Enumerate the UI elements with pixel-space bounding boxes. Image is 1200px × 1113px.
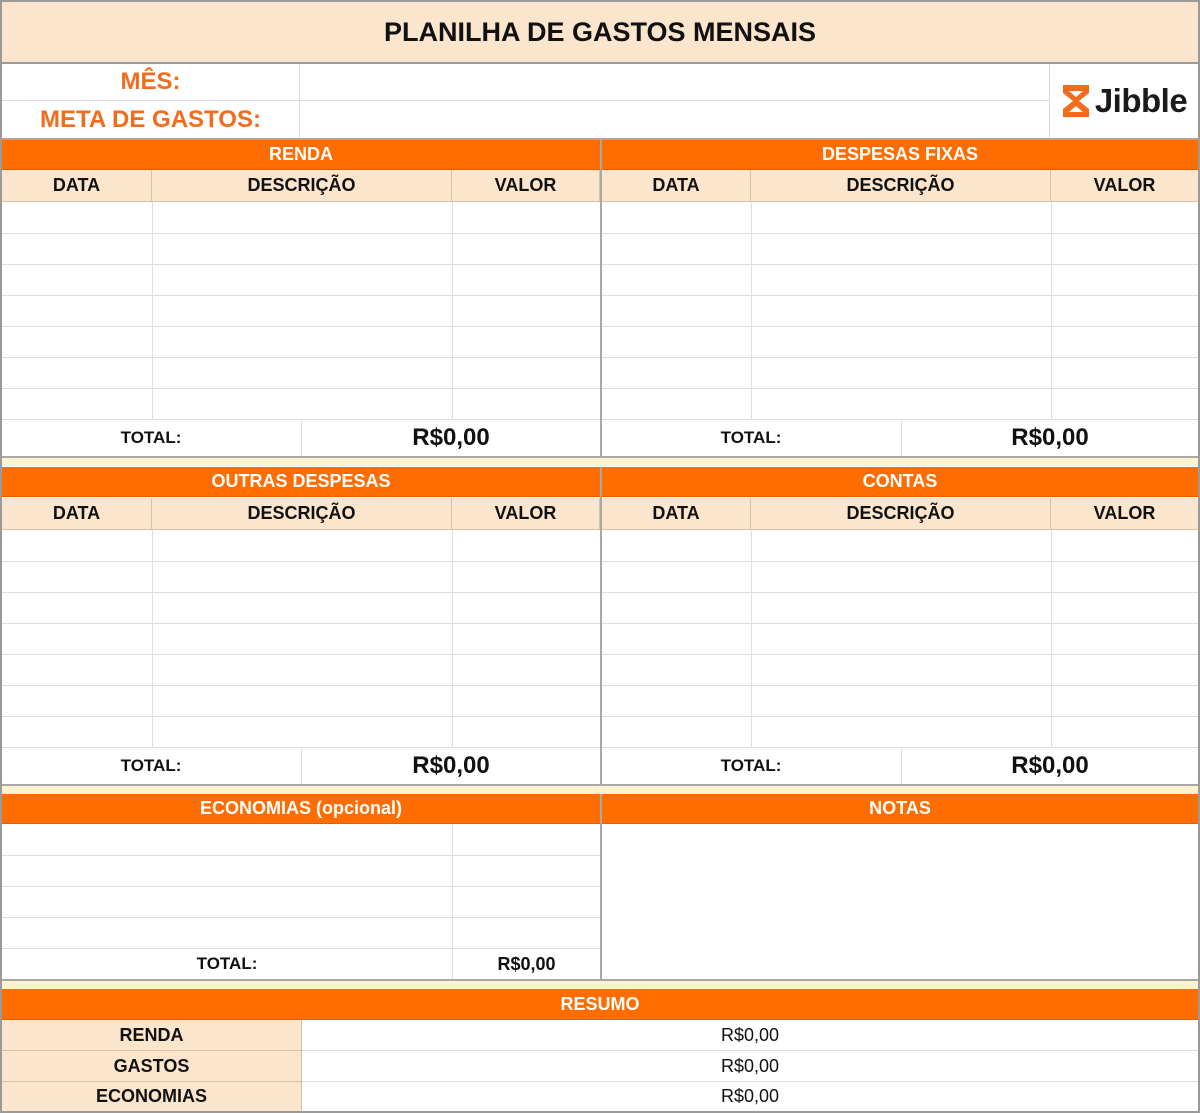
resumo-label-renda: RENDA [2,1020,302,1051]
col-header-valor: VALOR [1051,170,1198,202]
section-header-despesas-fixas: DESPESAS FIXAS [602,140,1198,170]
total-value-despesas-fixas: R$0,00 [1011,424,1089,451]
total-value-outras-despesas: R$0,00 [412,752,490,779]
goal-input[interactable] [300,101,1050,138]
total-value-contas: R$0,00 [1011,752,1089,779]
col-header-data: DATA [2,498,152,530]
col-header-data: DATA [602,498,751,530]
col-header-descricao: DESCRIÇÃO [152,170,452,202]
resumo-label-economias: ECONOMIAS [2,1082,302,1111]
resumo-value-gastos: R$0,00 [302,1051,1198,1082]
month-label: MÊS: [2,64,300,101]
total-label-economias: TOTAL: [196,954,258,973]
col-header-valor: VALOR [452,170,600,202]
resumo-value-renda: R$0,00 [302,1020,1198,1051]
resumo-value-economias: R$0,00 [720,1086,780,1106]
notes-area[interactable] [602,824,1198,979]
col-header-descricao: DESCRIÇÃO [751,170,1051,202]
page-title: PLANILHA DE GASTOS MENSAIS [2,2,1198,64]
col-header-data: DATA [602,170,751,202]
total-label-despesas-fixas: TOTAL: [720,428,782,447]
total-label-contas: TOTAL: [720,756,782,775]
total-value-renda: R$0,00 [412,424,490,451]
col-header-valor: VALOR [452,498,600,530]
month-input[interactable] [300,64,1050,101]
total-value-economias: R$0,00 [497,953,556,974]
total-label-renda: TOTAL: [120,428,182,447]
total-label-outras-despesas: TOTAL: [120,756,182,775]
col-header-descricao: DESCRIÇÃO [152,498,452,530]
section-header-notas: NOTAS [602,794,1198,824]
section-header-renda: RENDA [2,140,600,170]
section-header-economias: ECONOMIAS (opcional) [2,794,600,824]
section-header-outras-despesas: OUTRAS DESPESAS [2,467,600,497]
section-header-resumo: RESUMO [2,989,1198,1020]
col-header-descricao: DESCRIÇÃO [751,498,1051,530]
col-header-valor: VALOR [1051,498,1198,530]
resumo-label-gastos: GASTOS [2,1051,302,1082]
logo-text: Jibble [1094,82,1188,119]
goal-label: META DE GASTOS: [2,101,300,138]
jibble-logo [1050,64,1198,138]
hourglass-icon [1061,84,1091,118]
section-header-contas: CONTAS [602,467,1198,497]
col-header-data: DATA [2,170,152,202]
